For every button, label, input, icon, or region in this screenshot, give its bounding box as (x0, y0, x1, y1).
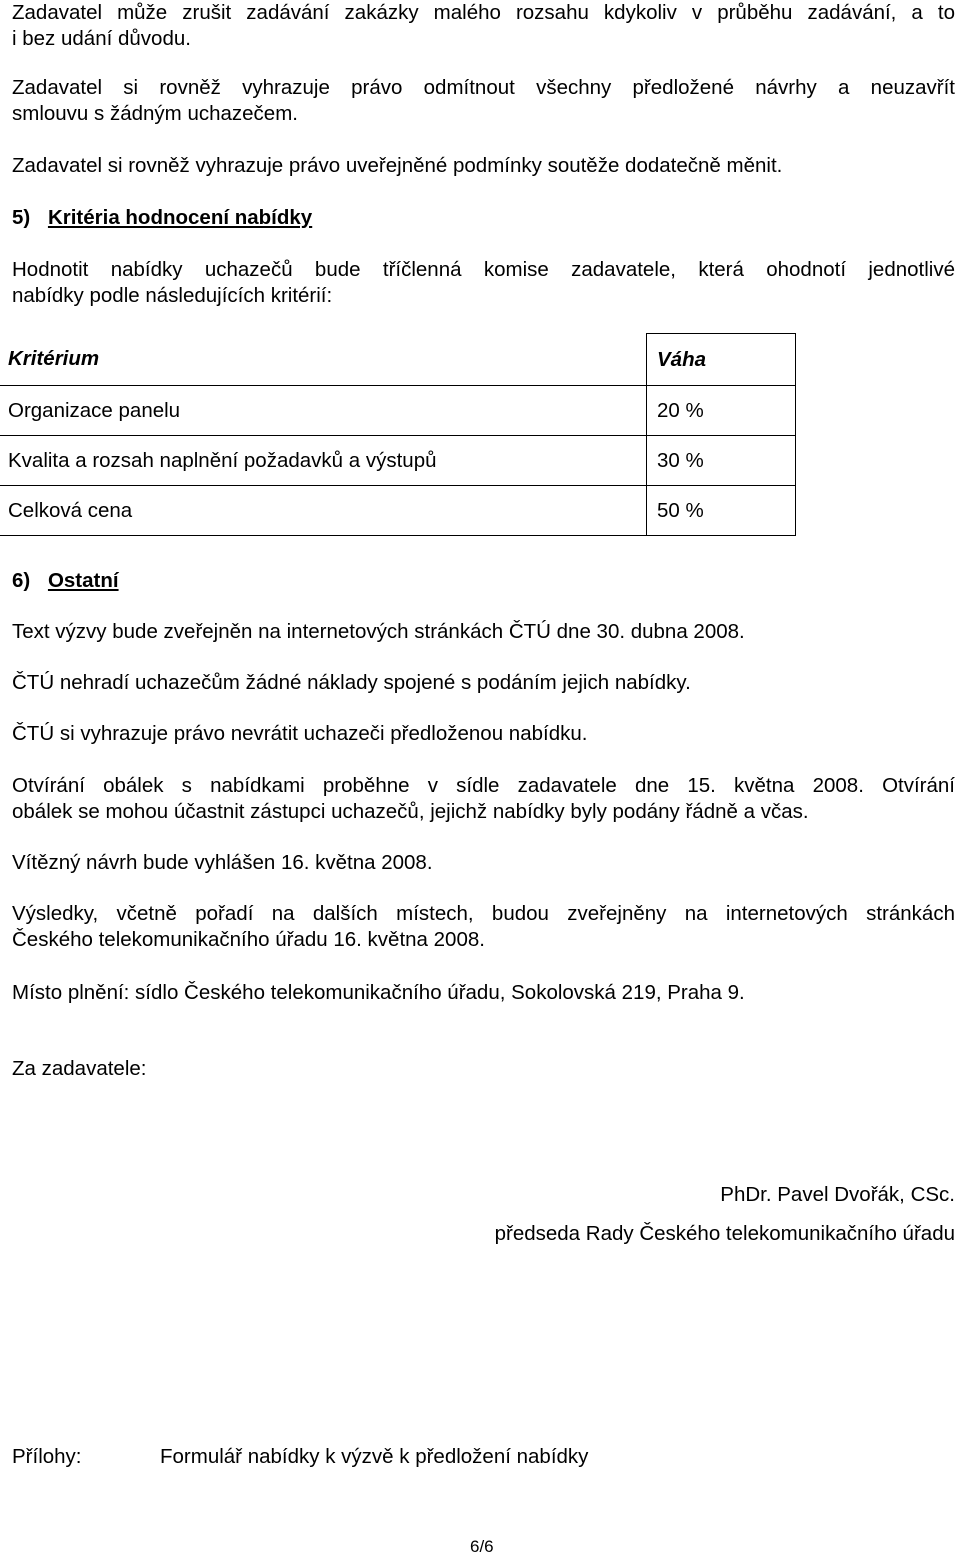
section-6-paragraph-6-line-1: Výsledky, včetně pořadí na dalších místech, budou zveřejněny na internetových stránkách (12, 902, 955, 925)
criteria-header-weight: Váha (647, 334, 796, 386)
criterion-cell: Kvalita a rozsah naplnění požadavků a výstupů (0, 436, 647, 486)
criteria-table (0, 333, 796, 536)
section-6-paragraph-5: Vítězný návrh bude vyhlášen 16. května 2008. (12, 851, 433, 874)
intro-paragraph-1-line-1: Zadavatel může zrušit zadávání zakázky malého rozsahu kdykoliv v průběhu zadávání, a to (12, 1, 955, 24)
section-5-heading (12, 205, 312, 231)
section-6-paragraph-7: Místo plnění: sídlo Českého telekomunikačního úřadu, Sokolovská 219, Praha 9. (12, 981, 745, 1004)
criterion-cell: Organizace panelu (0, 386, 647, 436)
section-6-paragraph-1: Text výzvy bude zveřejněn na internetových stránkách ČTÚ dne 30. dubna 2008. (12, 620, 745, 643)
section-5-text-line-1: Hodnotit nabídky uchazečů bude tříčlenná komise zadavatele, která ohodnotí jednotlivé (12, 258, 955, 281)
weight-cell: 20 % (647, 386, 796, 436)
section-6-number: 6) (12, 569, 31, 592)
intro-paragraph-1-line-2: i bez udání důvodu. (12, 27, 191, 50)
signature-label: Za zadavatele: (12, 1057, 147, 1080)
page-number: 6/6 (470, 1537, 494, 1556)
table-row (0, 486, 796, 536)
section-5-text-line-2: nabídky podle následujících kritérií: (12, 284, 333, 307)
section-6-heading (12, 568, 119, 594)
section-6-paragraph-6-line-2: Českého telekomunikačního úřadu 16. května 2008. (12, 928, 485, 951)
weight-cell: 50 % (647, 486, 796, 536)
table-row (0, 386, 796, 436)
weight-cell: 30 % (647, 436, 796, 486)
intro-paragraph-2-line-2: smlouvu s žádným uchazečem. (12, 102, 298, 125)
section-5-number: 5) (12, 206, 31, 229)
criterion-cell: Celková cena (0, 486, 647, 536)
section-6-title: Ostatní (47, 569, 119, 592)
signatory-name: PhDr. Pavel Dvořák, CSc. (720, 1183, 955, 1206)
criteria-header-criterion: Kritérium (0, 334, 647, 386)
section-6-paragraph-4-line-1: Otvírání obálek s nabídkami proběhne v sídle zadavatele dne 15. května 2008. Otvírání (12, 774, 955, 797)
intro-paragraph-3: Zadavatel si rovněž vyhrazuje právo uveřejněné podmínky soutěže dodatečně měnit. (12, 154, 783, 177)
intro-paragraph-2-line-1: Zadavatel si rovněž vyhrazuje právo odmítnout všechny předložené návrhy a neuzavřít (12, 76, 955, 99)
table-row (0, 436, 796, 486)
attachment-item: Formulář nabídky k výzvě k předložení nabídky (160, 1445, 589, 1468)
section-5-title: Kritéria hodnocení nabídky (47, 206, 313, 229)
signatory-position: předseda Rady Českého telekomunikačního úřadu (494, 1222, 955, 1245)
attachments-label: Přílohy: (12, 1445, 82, 1468)
criteria-table-header (0, 334, 796, 386)
section-6-paragraph-4-line-2: obálek se mohou účastnit zástupci uchazečů, jejichž nabídky byly podány řádně a včas. (12, 800, 809, 823)
section-6-paragraph-2: ČTÚ nehradí uchazečům žádné náklady spojené s podáním jejich nabídky. (12, 671, 691, 694)
section-6-paragraph-3: ČTÚ si vyhrazuje právo nevrátit uchazeči předloženou nabídku. (12, 722, 588, 745)
